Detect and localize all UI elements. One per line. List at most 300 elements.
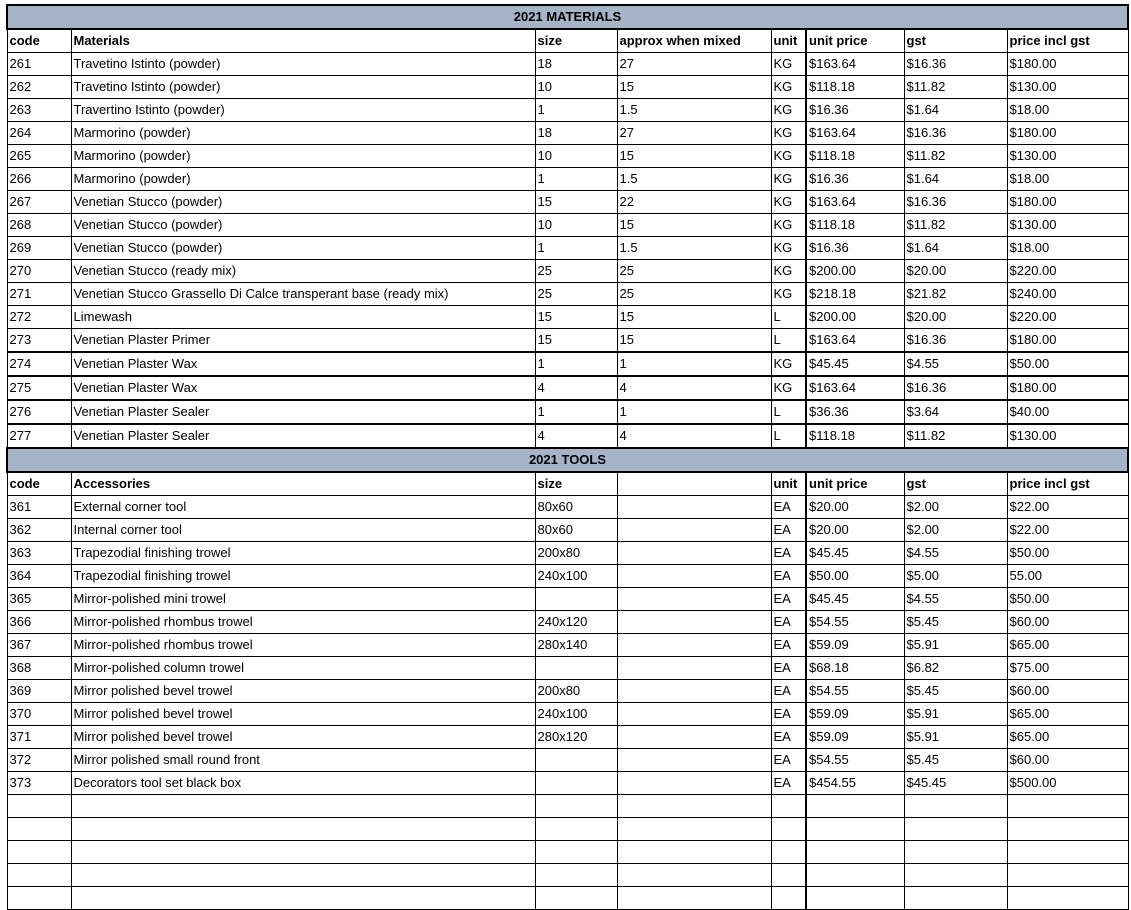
cell-price-incl-gst[interactable]: $180.00: [1007, 376, 1128, 400]
cell-size[interactable]: 280x140: [535, 634, 617, 657]
cell-approx-mixed[interactable]: [617, 726, 771, 749]
cell-unit[interactable]: L: [771, 329, 806, 353]
cell-price-incl-gst[interactable]: $65.00: [1007, 726, 1128, 749]
cell-size[interactable]: 200x80: [535, 680, 617, 703]
cell-code[interactable]: [7, 818, 71, 841]
cell-unit-price[interactable]: [806, 795, 904, 818]
cell-size[interactable]: 25: [535, 283, 617, 306]
cell-unit[interactable]: EA: [771, 611, 806, 634]
cell-gst[interactable]: $20.00: [904, 260, 1007, 283]
cell-code[interactable]: 373: [7, 772, 71, 795]
cell-gst[interactable]: $2.00: [904, 496, 1007, 519]
cell-code[interactable]: 367: [7, 634, 71, 657]
cell-approx-mixed[interactable]: [617, 611, 771, 634]
cell-unit[interactable]: EA: [771, 634, 806, 657]
cell-item[interactable]: Venetian Stucco (powder): [71, 237, 535, 260]
cell-unit[interactable]: KG: [771, 168, 806, 191]
cell-approx-mixed[interactable]: 4: [617, 424, 771, 448]
cell-unit-price[interactable]: $163.64: [806, 376, 904, 400]
cell-unit[interactable]: EA: [771, 565, 806, 588]
cell-gst[interactable]: $5.45: [904, 611, 1007, 634]
cell-unit[interactable]: EA: [771, 749, 806, 772]
cell-unit[interactable]: [771, 841, 806, 864]
cell-code[interactable]: 276: [7, 400, 71, 424]
cell-item[interactable]: Travetino Istinto (powder): [71, 76, 535, 99]
cell-gst[interactable]: $4.55: [904, 588, 1007, 611]
cell-unit-price[interactable]: $36.36: [806, 400, 904, 424]
cell-code[interactable]: 264: [7, 122, 71, 145]
cell-unit-price[interactable]: $163.64: [806, 329, 904, 353]
cell-unit[interactable]: [771, 795, 806, 818]
cell-unit[interactable]: KG: [771, 352, 806, 376]
cell-unit-price[interactable]: $45.45: [806, 588, 904, 611]
cell-unit-price[interactable]: $16.36: [806, 168, 904, 191]
cell-gst[interactable]: $5.91: [904, 634, 1007, 657]
cell-item[interactable]: [71, 864, 535, 887]
cell-unit-price[interactable]: $16.36: [806, 237, 904, 260]
cell-unit-price[interactable]: $68.18: [806, 657, 904, 680]
cell-item[interactable]: Venetian Stucco (powder): [71, 214, 535, 237]
cell-gst[interactable]: $5.91: [904, 703, 1007, 726]
cell-code[interactable]: [7, 887, 71, 910]
cell-unit[interactable]: unit: [771, 29, 806, 53]
cell-code[interactable]: 261: [7, 53, 71, 76]
cell-approx-mixed[interactable]: 27: [617, 122, 771, 145]
cell-unit[interactable]: KG: [771, 191, 806, 214]
cell-approx-mixed[interactable]: 15: [617, 76, 771, 99]
cell-approx-mixed[interactable]: [617, 795, 771, 818]
cell-price-incl-gst[interactable]: $180.00: [1007, 191, 1128, 214]
cell-unit[interactable]: KG: [771, 214, 806, 237]
cell-unit-price[interactable]: [806, 841, 904, 864]
cell-code[interactable]: [7, 841, 71, 864]
cell-unit[interactable]: KG: [771, 76, 806, 99]
cell-size[interactable]: 4: [535, 424, 617, 448]
cell-gst[interactable]: $5.91: [904, 726, 1007, 749]
cell-unit[interactable]: EA: [771, 680, 806, 703]
cell-unit[interactable]: L: [771, 400, 806, 424]
cell-code[interactable]: 273: [7, 329, 71, 353]
cell-item[interactable]: Venetian Plaster Sealer: [71, 424, 535, 448]
cell-gst[interactable]: $4.55: [904, 542, 1007, 565]
cell-approx-mixed[interactable]: 25: [617, 283, 771, 306]
cell-unit-price[interactable]: $20.00: [806, 519, 904, 542]
cell-unit-price[interactable]: $163.64: [806, 122, 904, 145]
cell-code[interactable]: 269: [7, 237, 71, 260]
cell-price-incl-gst[interactable]: $50.00: [1007, 588, 1128, 611]
cell-gst[interactable]: $20.00: [904, 306, 1007, 329]
cell-price-incl-gst[interactable]: [1007, 887, 1128, 910]
cell-approx-mixed[interactable]: [617, 818, 771, 841]
cell-item[interactable]: [71, 818, 535, 841]
cell-unit-price[interactable]: $454.55: [806, 772, 904, 795]
cell-unit[interactable]: KG: [771, 145, 806, 168]
cell-approx-mixed[interactable]: [617, 772, 771, 795]
cell-gst[interactable]: $21.82: [904, 283, 1007, 306]
cell-code[interactable]: 369: [7, 680, 71, 703]
cell-approx-mixed[interactable]: [617, 634, 771, 657]
cell-size[interactable]: size: [535, 472, 617, 496]
cell-item[interactable]: External corner tool: [71, 496, 535, 519]
cell-unit[interactable]: EA: [771, 496, 806, 519]
cell-approx-mixed[interactable]: [617, 703, 771, 726]
cell-item[interactable]: Venetian Plaster Wax: [71, 352, 535, 376]
cell-code[interactable]: 363: [7, 542, 71, 565]
cell-code[interactable]: 370: [7, 703, 71, 726]
cell-unit-price[interactable]: $45.45: [806, 352, 904, 376]
cell-gst[interactable]: $11.82: [904, 76, 1007, 99]
cell-code[interactable]: code: [7, 472, 71, 496]
cell-item[interactable]: Limewash: [71, 306, 535, 329]
cell-item[interactable]: [71, 841, 535, 864]
cell-unit[interactable]: EA: [771, 542, 806, 565]
cell-unit-price[interactable]: $163.64: [806, 53, 904, 76]
cell-unit-price[interactable]: $200.00: [806, 306, 904, 329]
cell-unit[interactable]: KG: [771, 237, 806, 260]
cell-code[interactable]: 277: [7, 424, 71, 448]
cell-size[interactable]: 240x100: [535, 565, 617, 588]
cell-unit[interactable]: EA: [771, 703, 806, 726]
cell-approx-mixed[interactable]: 1.5: [617, 237, 771, 260]
cell-size[interactable]: 280x120: [535, 726, 617, 749]
cell-size[interactable]: 10: [535, 76, 617, 99]
cell-gst[interactable]: [904, 795, 1007, 818]
cell-approx-mixed[interactable]: [617, 749, 771, 772]
cell-gst[interactable]: $11.82: [904, 145, 1007, 168]
cell-price-incl-gst[interactable]: $18.00: [1007, 99, 1128, 122]
cell-unit-price[interactable]: [806, 887, 904, 910]
cell-unit-price[interactable]: $59.09: [806, 634, 904, 657]
cell-size[interactable]: 25: [535, 260, 617, 283]
materials-table-row: [7, 214, 1128, 237]
cell-unit[interactable]: KG: [771, 99, 806, 122]
cell-price-incl-gst[interactable]: $65.00: [1007, 634, 1128, 657]
cell-code[interactable]: 274: [7, 352, 71, 376]
cell-item[interactable]: Marmorino (powder): [71, 168, 535, 191]
cell-code[interactable]: 271: [7, 283, 71, 306]
cell-price-incl-gst[interactable]: $50.00: [1007, 352, 1128, 376]
cell-approx-mixed[interactable]: 22: [617, 191, 771, 214]
cell-gst[interactable]: $45.45: [904, 772, 1007, 795]
cell-size[interactable]: 200x80: [535, 542, 617, 565]
cell-price-incl-gst[interactable]: $22.00: [1007, 519, 1128, 542]
cell-price-incl-gst[interactable]: [1007, 841, 1128, 864]
cell-size[interactable]: 80x60: [535, 496, 617, 519]
cell-price-incl-gst[interactable]: $22.00: [1007, 496, 1128, 519]
cell-code[interactable]: 270: [7, 260, 71, 283]
cell-unit[interactable]: EA: [771, 772, 806, 795]
cell-size[interactable]: 80x60: [535, 519, 617, 542]
cell-unit-price[interactable]: $118.18: [806, 424, 904, 448]
cell-gst[interactable]: gst: [904, 29, 1007, 53]
cell-code[interactable]: [7, 864, 71, 887]
cell-gst[interactable]: $5.45: [904, 749, 1007, 772]
cell-approx-mixed[interactable]: [617, 542, 771, 565]
cell-gst[interactable]: [904, 887, 1007, 910]
cell-approx-mixed[interactable]: 4: [617, 376, 771, 400]
cell-unit[interactable]: EA: [771, 519, 806, 542]
cell-price-incl-gst[interactable]: $18.00: [1007, 237, 1128, 260]
cell-item[interactable]: Venetian Stucco (ready mix): [71, 260, 535, 283]
cell-price-incl-gst[interactable]: $60.00: [1007, 680, 1128, 703]
cell-unit[interactable]: L: [771, 424, 806, 448]
cell-size[interactable]: 240x120: [535, 611, 617, 634]
cell-unit-price[interactable]: unit price: [806, 472, 904, 496]
cell-item[interactable]: Internal corner tool: [71, 519, 535, 542]
cell-gst[interactable]: $5.00: [904, 565, 1007, 588]
cell-price-incl-gst[interactable]: $40.00: [1007, 400, 1128, 424]
cell-approx-mixed[interactable]: [617, 565, 771, 588]
cell-unit[interactable]: KG: [771, 122, 806, 145]
cell-code[interactable]: 268: [7, 214, 71, 237]
cell-price-incl-gst[interactable]: $500.00: [1007, 772, 1128, 795]
cell-unit[interactable]: KG: [771, 283, 806, 306]
cell-item[interactable]: Mirror polished bevel trowel: [71, 680, 535, 703]
cell-code[interactable]: [7, 795, 71, 818]
cell-unit-price[interactable]: $59.09: [806, 726, 904, 749]
cell-item[interactable]: Trapezodial finishing trowel: [71, 542, 535, 565]
cell-unit-price[interactable]: $59.09: [806, 703, 904, 726]
cell-gst[interactable]: $1.64: [904, 168, 1007, 191]
cell-unit-price[interactable]: $45.45: [806, 542, 904, 565]
cell-code[interactable]: 372: [7, 749, 71, 772]
cell-price-incl-gst[interactable]: $65.00: [1007, 703, 1128, 726]
cell-unit-price[interactable]: [806, 818, 904, 841]
cell-price-incl-gst[interactable]: $180.00: [1007, 122, 1128, 145]
cell-code[interactable]: 368: [7, 657, 71, 680]
cell-gst[interactable]: $5.45: [904, 680, 1007, 703]
cell-code[interactable]: 371: [7, 726, 71, 749]
cell-item[interactable]: Travertino Istinto (powder): [71, 99, 535, 122]
cell-unit-price[interactable]: $54.55: [806, 680, 904, 703]
cell-item[interactable]: Mirror polished bevel trowel: [71, 703, 535, 726]
cell-item[interactable]: Materials: [71, 29, 535, 53]
cell-unit-price[interactable]: $218.18: [806, 283, 904, 306]
cell-unit[interactable]: [771, 887, 806, 910]
cell-item[interactable]: Decorators tool set black box: [71, 772, 535, 795]
cell-size[interactable]: [535, 818, 617, 841]
cell-approx-mixed[interactable]: 15: [617, 214, 771, 237]
cell-unit-price[interactable]: $20.00: [806, 496, 904, 519]
cell-item[interactable]: Mirror-polished rhombus trowel: [71, 611, 535, 634]
cell-size[interactable]: 15: [535, 191, 617, 214]
cell-unit-price[interactable]: $200.00: [806, 260, 904, 283]
cell-unit-price[interactable]: [806, 864, 904, 887]
cell-gst[interactable]: $3.64: [904, 400, 1007, 424]
cell-approx-mixed[interactable]: [617, 657, 771, 680]
cell-gst[interactable]: [904, 818, 1007, 841]
cell-size[interactable]: 1: [535, 237, 617, 260]
cell-gst[interactable]: [904, 841, 1007, 864]
cell-approx-mixed[interactable]: [617, 472, 771, 496]
cell-code[interactable]: 365: [7, 588, 71, 611]
cell-size[interactable]: 1: [535, 168, 617, 191]
cell-size[interactable]: 240x100: [535, 703, 617, 726]
cell-code[interactable]: 275: [7, 376, 71, 400]
cell-code[interactable]: 272: [7, 306, 71, 329]
cell-size[interactable]: 4: [535, 376, 617, 400]
cell-item[interactable]: Accessories: [71, 472, 535, 496]
cell-size[interactable]: [535, 864, 617, 887]
cell-price-incl-gst[interactable]: $220.00: [1007, 260, 1128, 283]
cell-item[interactable]: [71, 795, 535, 818]
cell-code[interactable]: 362: [7, 519, 71, 542]
cell-unit[interactable]: L: [771, 306, 806, 329]
materials-table-row: [7, 283, 1128, 306]
cell-size[interactable]: 18: [535, 122, 617, 145]
cell-size[interactable]: [535, 657, 617, 680]
cell-approx-mixed[interactable]: [617, 887, 771, 910]
cell-gst[interactable]: [904, 864, 1007, 887]
cell-size[interactable]: [535, 588, 617, 611]
cell-price-incl-gst[interactable]: $130.00: [1007, 145, 1128, 168]
cell-price-incl-gst[interactable]: $180.00: [1007, 329, 1128, 353]
cell-approx-mixed[interactable]: [617, 519, 771, 542]
cell-gst[interactable]: $11.82: [904, 214, 1007, 237]
cell-gst[interactable]: $1.64: [904, 99, 1007, 122]
cell-price-incl-gst[interactable]: $130.00: [1007, 76, 1128, 99]
cell-approx-mixed[interactable]: 15: [617, 306, 771, 329]
cell-size[interactable]: 1: [535, 352, 617, 376]
cell-item[interactable]: Marmorino (powder): [71, 145, 535, 168]
cell-approx-mixed[interactable]: 1.5: [617, 168, 771, 191]
cell-item[interactable]: Mirror-polished rhombus trowel: [71, 634, 535, 657]
cell-gst[interactable]: $11.82: [904, 424, 1007, 448]
cell-price-incl-gst[interactable]: $60.00: [1007, 611, 1128, 634]
cell-item[interactable]: Marmorino (powder): [71, 122, 535, 145]
cell-size[interactable]: 10: [535, 145, 617, 168]
cell-size[interactable]: 1: [535, 99, 617, 122]
cell-item[interactable]: Mirror polished bevel trowel: [71, 726, 535, 749]
cell-size[interactable]: 18: [535, 53, 617, 76]
cell-code[interactable]: 266: [7, 168, 71, 191]
cell-unit-price[interactable]: $118.18: [806, 214, 904, 237]
cell-code[interactable]: 262: [7, 76, 71, 99]
cell-item[interactable]: Trapezodial finishing trowel: [71, 565, 535, 588]
cell-price-incl-gst[interactable]: 55.00: [1007, 565, 1128, 588]
cell-gst[interactable]: $1.64: [904, 237, 1007, 260]
cell-size[interactable]: 15: [535, 306, 617, 329]
cell-price-incl-gst[interactable]: $60.00: [1007, 749, 1128, 772]
cell-unit[interactable]: unit: [771, 472, 806, 496]
cell-price-incl-gst[interactable]: price incl gst: [1007, 29, 1128, 53]
cell-size[interactable]: [535, 749, 617, 772]
cell-code[interactable]: 265: [7, 145, 71, 168]
cell-gst[interactable]: gst: [904, 472, 1007, 496]
cell-gst[interactable]: $16.36: [904, 376, 1007, 400]
cell-price-incl-gst[interactable]: $240.00: [1007, 283, 1128, 306]
cell-unit[interactable]: KG: [771, 376, 806, 400]
cell-unit[interactable]: EA: [771, 726, 806, 749]
cell-price-incl-gst[interactable]: [1007, 818, 1128, 841]
cell-approx-mixed[interactable]: [617, 680, 771, 703]
empty-row: [7, 887, 1128, 910]
cell-size[interactable]: 10: [535, 214, 617, 237]
cell-unit-price[interactable]: $50.00: [806, 565, 904, 588]
cell-price-incl-gst[interactable]: [1007, 795, 1128, 818]
cell-unit-price[interactable]: $54.55: [806, 611, 904, 634]
cell-approx-mixed[interactable]: [617, 841, 771, 864]
cell-approx-mixed[interactable]: approx when mixed: [617, 29, 771, 53]
cell-item[interactable]: Travetino Istinto (powder): [71, 53, 535, 76]
cell-gst[interactable]: $16.36: [904, 191, 1007, 214]
cell-approx-mixed[interactable]: 1.5: [617, 99, 771, 122]
price-list-sheet: [6, 4, 1129, 910]
cell-gst[interactable]: $6.82: [904, 657, 1007, 680]
cell-code[interactable]: 267: [7, 191, 71, 214]
cell-code[interactable]: 361: [7, 496, 71, 519]
cell-size[interactable]: [535, 772, 617, 795]
cell-unit[interactable]: [771, 818, 806, 841]
cell-price-incl-gst[interactable]: price incl gst: [1007, 472, 1128, 496]
cell-unit-price[interactable]: $163.64: [806, 191, 904, 214]
cell-size[interactable]: 1: [535, 400, 617, 424]
cell-unit[interactable]: KG: [771, 260, 806, 283]
cell-size[interactable]: [535, 841, 617, 864]
cell-price-incl-gst[interactable]: $130.00: [1007, 214, 1128, 237]
cell-price-incl-gst[interactable]: [1007, 864, 1128, 887]
cell-code[interactable]: code: [7, 29, 71, 53]
cell-approx-mixed[interactable]: [617, 496, 771, 519]
cell-unit-price[interactable]: $16.36: [806, 99, 904, 122]
cell-size[interactable]: 15: [535, 329, 617, 353]
cell-price-incl-gst[interactable]: $130.00: [1007, 424, 1128, 448]
cell-gst[interactable]: $2.00: [904, 519, 1007, 542]
cell-size[interactable]: size: [535, 29, 617, 53]
cell-gst[interactable]: $16.36: [904, 329, 1007, 353]
cell-item[interactable]: Venetian Stucco Grassello Di Calce transperant base (ready mix): [71, 283, 535, 306]
cell-unit-price[interactable]: unit price: [806, 29, 904, 53]
cell-unit[interactable]: EA: [771, 657, 806, 680]
cell-gst[interactable]: $16.36: [904, 53, 1007, 76]
cell-item[interactable]: Venetian Stucco (powder): [71, 191, 535, 214]
cell-approx-mixed[interactable]: 1: [617, 400, 771, 424]
cell-item[interactable]: [71, 887, 535, 910]
cell-gst[interactable]: $16.36: [904, 122, 1007, 145]
cell-code[interactable]: 263: [7, 99, 71, 122]
cell-price-incl-gst[interactable]: $75.00: [1007, 657, 1128, 680]
cell-price-incl-gst[interactable]: $50.00: [1007, 542, 1128, 565]
cell-price-incl-gst[interactable]: $180.00: [1007, 53, 1128, 76]
cell-approx-mixed[interactable]: [617, 864, 771, 887]
cell-item[interactable]: Venetian Plaster Sealer: [71, 400, 535, 424]
cell-unit[interactable]: EA: [771, 588, 806, 611]
cell-approx-mixed[interactable]: 15: [617, 145, 771, 168]
cell-approx-mixed[interactable]: 27: [617, 53, 771, 76]
cell-approx-mixed[interactable]: 1: [617, 352, 771, 376]
cell-item[interactable]: Mirror polished small round front: [71, 749, 535, 772]
cell-unit-price[interactable]: $54.55: [806, 749, 904, 772]
cell-size[interactable]: [535, 887, 617, 910]
cell-unit-price[interactable]: $118.18: [806, 76, 904, 99]
cell-approx-mixed[interactable]: 25: [617, 260, 771, 283]
cell-code[interactable]: 364: [7, 565, 71, 588]
cell-code[interactable]: 366: [7, 611, 71, 634]
cell-price-incl-gst[interactable]: $220.00: [1007, 306, 1128, 329]
cell-unit[interactable]: KG: [771, 53, 806, 76]
cell-item[interactable]: Venetian Plaster Primer: [71, 329, 535, 353]
cell-item[interactable]: Mirror-polished column trowel: [71, 657, 535, 680]
cell-approx-mixed[interactable]: [617, 588, 771, 611]
cell-item[interactable]: Mirror-polished mini trowel: [71, 588, 535, 611]
cell-approx-mixed[interactable]: 15: [617, 329, 771, 353]
cell-size[interactable]: [535, 795, 617, 818]
cell-unit[interactable]: [771, 864, 806, 887]
cell-unit-price[interactable]: $118.18: [806, 145, 904, 168]
cell-gst[interactable]: $4.55: [904, 352, 1007, 376]
cell-price-incl-gst[interactable]: $18.00: [1007, 168, 1128, 191]
cell-item[interactable]: Venetian Plaster Wax: [71, 376, 535, 400]
